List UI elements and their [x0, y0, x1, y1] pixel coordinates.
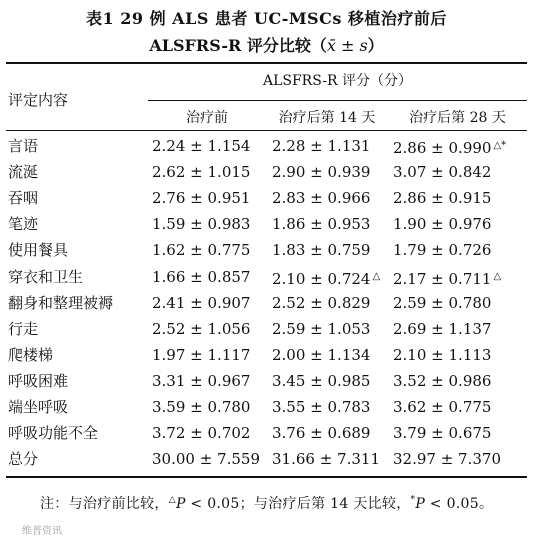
- group-header-rule: [148, 100, 527, 101]
- table-row: [6, 237, 527, 263]
- cell-day28: [393, 159, 491, 185]
- table-row: [6, 133, 527, 159]
- cell-before-text: 1.59 ± 0.983: [152, 215, 251, 234]
- cell-day28: [393, 420, 491, 446]
- cell-day28: [393, 290, 491, 316]
- cell-day14-text: 2.10 ± 0.724: [272, 269, 371, 288]
- table-row: [6, 185, 527, 211]
- row-item-label-text: 吞咽: [8, 189, 39, 208]
- cell-day14: [272, 290, 370, 316]
- row-item-label-text: 爬楼梯: [8, 345, 54, 364]
- table-row: [6, 446, 527, 472]
- row-item-label: [8, 446, 38, 472]
- cell-day14-text: 3.45 ± 0.985: [272, 371, 371, 390]
- column-header-day28: 治疗后第 28 天: [409, 110, 506, 126]
- significance-mark: △: [372, 270, 381, 282]
- table-row: [6, 368, 527, 394]
- cell-day14-text: 2.90 ± 0.939: [272, 163, 371, 182]
- row-item-label: [8, 133, 38, 159]
- row-item-label: [8, 159, 38, 185]
- row-item-label-text: 笔迹: [8, 215, 39, 234]
- cell-day28: [393, 133, 506, 161]
- cell-day28-text: 3.07 ± 0.842: [393, 163, 492, 182]
- cell-before: [152, 394, 250, 420]
- cell-before: [152, 342, 250, 368]
- cell-day28-text: 2.10 ± 1.113: [393, 345, 492, 364]
- cell-before: [152, 420, 250, 446]
- cell-day14-text: 2.00 ± 1.134: [272, 345, 371, 364]
- table-footnote: [6, 486, 527, 518]
- watermark: 维普资讯: [22, 526, 62, 537]
- title-stat: x̄ ± s: [326, 36, 368, 55]
- row-item-label-text: 翻身和整理被褥: [8, 293, 114, 312]
- cell-before-text: 2.41 ± 0.907: [152, 293, 251, 312]
- note-text1: < 0.05；与治疗后第 14 天比较，: [185, 496, 411, 512]
- note-p2: P: [415, 496, 426, 512]
- row-item-label: [8, 420, 98, 446]
- title-text: ALSFRS-R 评分比较（: [149, 36, 327, 55]
- cell-day14: [272, 185, 370, 211]
- table-row: [6, 420, 527, 446]
- cell-day14: [272, 446, 380, 472]
- column-header-before: 治疗前: [186, 110, 228, 126]
- row-item-label-text: 穿衣和卫生: [8, 267, 84, 286]
- cell-day14-text: 2.28 ± 1.131: [272, 137, 371, 155]
- cell-day28: [393, 368, 491, 394]
- note-mark-triangle: △: [168, 495, 176, 505]
- note-p1: P: [175, 496, 186, 512]
- cell-day14: [272, 342, 370, 368]
- cell-before: [152, 133, 250, 159]
- cell-day14: [272, 394, 370, 420]
- cell-day28-text: 1.90 ± 0.976: [393, 215, 492, 234]
- cell-before-text: 1.66 ± 0.857: [152, 267, 251, 286]
- cell-before: [152, 159, 250, 185]
- cell-day14-text: 2.59 ± 1.053: [272, 319, 371, 338]
- significance-mark: △*: [493, 140, 507, 151]
- cell-day28-text: 3.52 ± 0.986: [393, 371, 492, 390]
- note-prefix: 注：与治疗前比较，: [40, 496, 169, 512]
- row-item-label: [8, 342, 53, 368]
- table-row: [6, 211, 527, 237]
- cell-day14-text: 2.52 ± 0.829: [272, 293, 371, 312]
- cell-day14: [272, 237, 370, 263]
- cell-day28-text: 2.17 ± 0.711: [393, 269, 492, 288]
- cell-before: [152, 185, 250, 211]
- row-item-label: [8, 237, 68, 263]
- row-item-label-text: 使用餐具: [8, 241, 69, 260]
- table-row: [6, 264, 527, 290]
- cell-day28: [393, 264, 501, 292]
- row-item-label: [8, 368, 68, 394]
- cell-day28-text: 2.59 ± 0.780: [393, 293, 492, 312]
- cell-day14-text: 1.86 ± 0.953: [272, 215, 371, 234]
- cell-day28-text: 2.69 ± 1.137: [393, 319, 492, 338]
- row-item-label-text: 总分: [8, 450, 39, 469]
- row-item-label-text: 流涎: [8, 163, 39, 182]
- significance-mark: △: [493, 270, 502, 282]
- cell-day14-text: 2.83 ± 0.966: [272, 189, 371, 208]
- cell-day14-text: 3.76 ± 0.689: [272, 424, 371, 443]
- cell-day28: [393, 237, 491, 263]
- table-title-line1: 表1 29 例 ALS 患者 UC-MSCs 移植治疗前后: [86, 9, 447, 28]
- cell-day28-text: 3.79 ± 0.675: [393, 424, 492, 443]
- cell-day28-text: 2.86 ± 0.915: [393, 189, 492, 208]
- cell-day28-text: 32.97 ± 7.370: [393, 450, 501, 469]
- row-item-label: [8, 394, 68, 420]
- cell-day14: [272, 264, 380, 292]
- cell-day14: [272, 368, 370, 394]
- cell-before: [152, 446, 260, 472]
- cell-before-text: 30.00 ± 7.559: [152, 450, 260, 469]
- cell-before: [152, 211, 250, 237]
- cell-day14: [272, 420, 370, 446]
- cell-day28-text: 2.86 ± 0.990: [393, 139, 492, 157]
- cell-day14-text: 1.83 ± 0.759: [272, 241, 371, 260]
- table-title-line2: [0, 33, 533, 56]
- cell-before: [152, 264, 250, 290]
- row-header: 评定内容: [8, 91, 69, 109]
- group-header: ALSFRS-R 评分（分）: [262, 73, 413, 89]
- cell-before: [152, 316, 250, 342]
- cell-day28-text: 3.62 ± 0.775: [393, 398, 492, 416]
- cell-before-text: 3.72 ± 0.702: [152, 424, 251, 443]
- cell-day14: [272, 316, 370, 342]
- cell-before-text: 1.62 ± 0.775: [152, 241, 251, 260]
- table-row: [6, 342, 527, 368]
- table-top-rule: [6, 62, 527, 64]
- cell-before-text: 2.24 ± 1.154: [152, 137, 251, 155]
- cell-before-text: 2.52 ± 1.056: [152, 319, 251, 338]
- cell-day28: [393, 316, 491, 342]
- title-suffix: ）: [367, 36, 384, 55]
- row-item-label-text: 呼吸困难: [8, 371, 69, 390]
- row-item-label: [8, 185, 38, 211]
- column-header-day14: 治疗后第 14 天: [278, 110, 376, 126]
- row-item-label-text: 呼吸功能不全: [8, 424, 99, 443]
- cell-day14-text: 31.66 ± 7.311: [272, 450, 380, 469]
- row-item-label-text: 行走: [8, 319, 39, 338]
- table-row: [6, 159, 527, 185]
- cell-day14: [272, 159, 370, 185]
- cell-day28: [393, 211, 491, 237]
- cell-day14: [272, 133, 370, 159]
- cell-before: [152, 237, 250, 263]
- cell-before-text: 3.31 ± 0.967: [152, 371, 251, 390]
- row-item-label-text: 言语: [8, 137, 39, 155]
- cell-day14: [272, 211, 370, 237]
- table-row: [6, 316, 527, 342]
- cell-day28: [393, 394, 491, 420]
- note-mark-star: *: [410, 495, 416, 505]
- row-item-label-text: 端坐呼吸: [8, 398, 69, 416]
- cell-before-text: 3.59 ± 0.780: [152, 398, 251, 416]
- row-item-label: [8, 316, 38, 342]
- cell-day28: [393, 342, 491, 368]
- row-item-label: [8, 211, 38, 237]
- table-bottom-rule: [6, 476, 527, 478]
- cell-day14-text: 3.55 ± 0.783: [272, 398, 371, 416]
- cell-before: [152, 368, 250, 394]
- cell-day28: [393, 446, 501, 472]
- cell-before-text: 2.62 ± 1.015: [152, 163, 251, 182]
- row-item-label: [8, 290, 113, 316]
- cell-before-text: 1.97 ± 1.117: [152, 345, 251, 364]
- cell-day28-text: 1.79 ± 0.726: [393, 241, 492, 260]
- cell-before-text: 2.76 ± 0.951: [152, 189, 251, 208]
- table-row: [6, 290, 527, 316]
- cell-day28: [393, 185, 491, 211]
- table-header-rule: [6, 130, 527, 131]
- cell-before: [152, 290, 250, 316]
- table-row: [6, 394, 527, 420]
- row-item-label: [8, 264, 83, 290]
- note-text2: < 0.05。: [425, 496, 494, 512]
